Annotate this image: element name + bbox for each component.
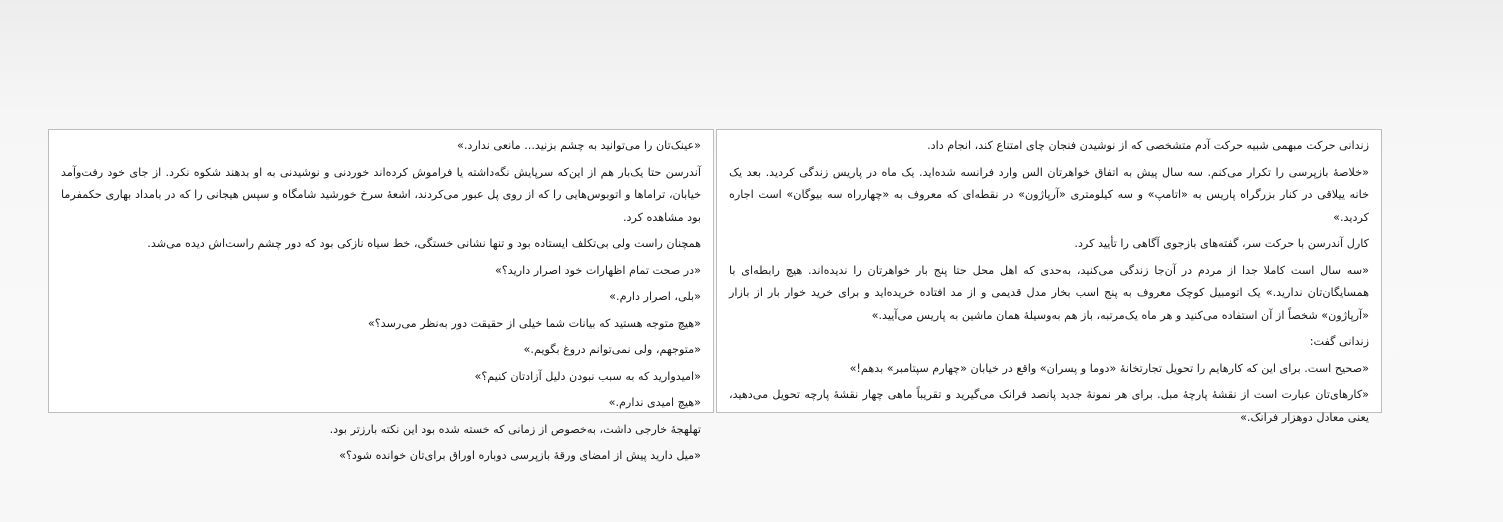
paragraph-right-3: کارل آندرسن با حرکت سر، گفته‌های بازجوی آگاهی را تأیید کرد. xyxy=(1074,237,1369,250)
paragraph-right-7: «کارهای‌تان عبارت است از نقشهٔ پارچهٔ مبل. برای هر نمونهٔ جدید پانصد فرانک می‌گیرید و تقریباً ماهی چهار نقشهٔ پارچه تحویل می‌دهید، یعنی معادل دوهزار فرانک.» xyxy=(729,388,1369,424)
paragraph-left-6: «هیچ متوجه هستید که بیانات شما خیلی از حقیقت دور به‌نظر می‌رسد؟» xyxy=(367,316,701,330)
paragraph-left-2: آندرسن حتا یک‌بار هم از این‌که سرپایش نگه‌داشته یا فراموش کرده‌اند خوردنی و نوشیدنی به او بدهند شکوه نکرد. از جای خود رفت‌وآمد خیابان، تراماها و اتوبوس‌هایی را که از روی پل عبور می‌کردند، اشعهٔ سرخ خورشید شامگاه و سپس هیجانی را که در بامداد بهاری حکمفرما بود مشاهده کرد. xyxy=(61,165,701,224)
paragraph-left-4: «در صحت تمام اظهارات خود اصرار دارید؟» xyxy=(494,263,701,277)
document-page-left xyxy=(48,129,714,462)
paragraph-right-6: «صحیح است. برای این که کارهایم را تحویل تجارتخانهٔ «دوما و پسران» واقع در خیابان «چهارم سپتامبر» بدهم!» xyxy=(849,361,1369,375)
paragraph-left-7: «متوجهم، ولی نمی‌توانم دروغ بگویم.» xyxy=(523,343,701,356)
paragraph-left-8: «امیدوارید که به سبب نبودن دلیل آزادتان کنیم؟» xyxy=(474,369,701,383)
paragraph-left-10: تهلهجهٔ خارجی داشت، به‌خصوص از زمانی که خسته شده بود این نکته بارزتر بود. xyxy=(329,422,701,436)
paragraph-left-3: همچنان راست ولی بی‌تکلف ایستاده بود و تنها نشانی خستگی، خط سیاه نازکی بود که دور چشم راست‌اش دیده می‌شد. xyxy=(147,237,701,250)
paragraph-left-1: «عینک‌تان را می‌توانید به چشم بزنید... مانعی ندارد.» xyxy=(457,139,701,152)
paragraph-left-9: «هیچ امیدی ندارم.» xyxy=(608,396,701,409)
paragraph-right-1: زندانی حرکت مبهمی شبیه حرکت آدم متشخصی که از نوشیدن فنجان چای امتناع کند، انجام داد. xyxy=(927,139,1369,152)
paragraph-right-4: «سه سال است کاملا جدا از مردم در آن‌جا زندگی می‌کنید، به‌حدی که اهل محل حتا پنج بار خواهرتان را ندیده‌اند. هیچ رابطه‌ای با همسایگان‌تان ندارید.» یک اتومبیل کوچک معروف به پنج اسب بخار مدل قدیمی و از مد افتاده خریده‌اید و برای خرید خوار بار از بازار «آرپاژون» شخصاً از آن استفاده می‌کنید و هر ماه یک‌مرتبه، باز هم به‌وسیلهٔ همان ماشین به پاریس می‌آیید.» xyxy=(729,263,1369,322)
paragraph-left-5: «بلی، اصرار دارم.» xyxy=(609,290,701,303)
paragraph-right-5: زندانی گفت: xyxy=(1309,335,1369,348)
paragraph-right-2: «خلاصهٔ بازپرسی را تکرار می‌کنم. سه سال پیش به اتفاق خواهرتان الس وارد فرانسه شده‌اید. یک ماه در پاریس زندگی کردید. بعد یک خانه ییلاقی در کنار بزرگراه پاریس به «اتامپ» و سه کیلومتری «آرپاژون» در نقطه‌ای که معروف به «چهارراه سه بیوگان» است اجاره کردید.» xyxy=(729,165,1369,224)
document-page-right xyxy=(716,129,1382,424)
paragraph-left-11: «میل دارید پیش از امضای ورقهٔ بازپرسی دوباره اوراق برای‌تان خوانده شود؟» xyxy=(339,449,701,462)
